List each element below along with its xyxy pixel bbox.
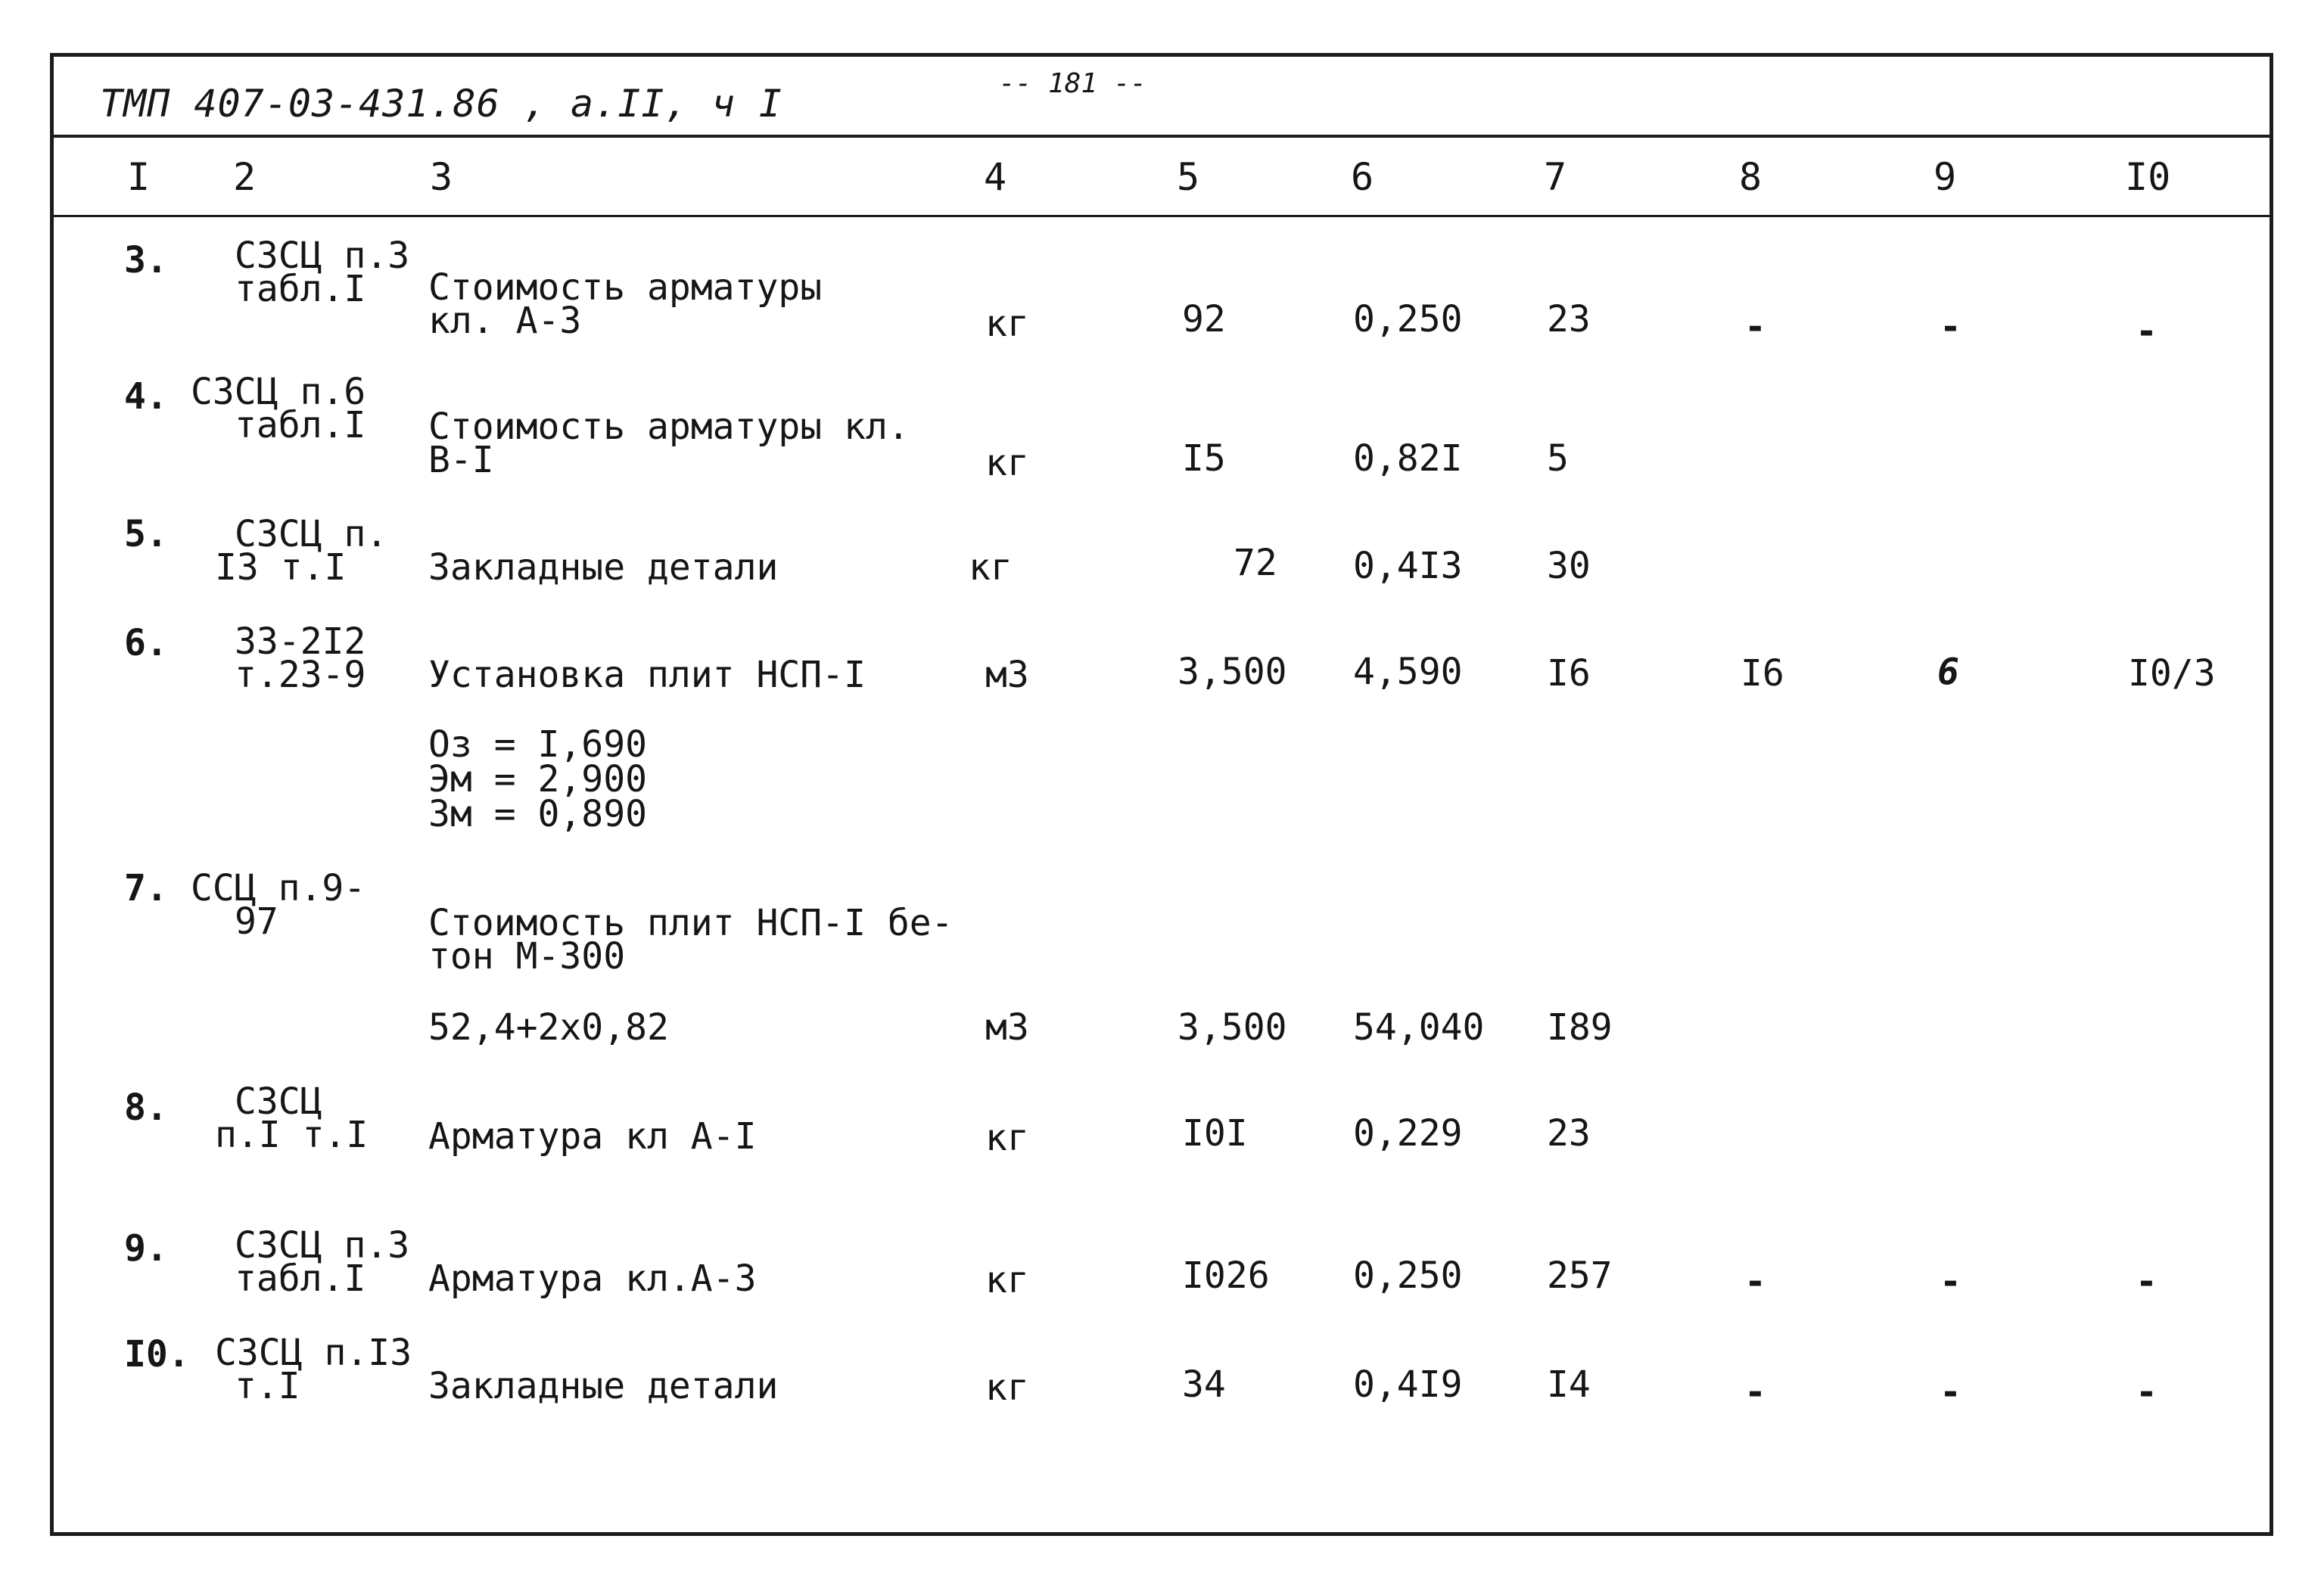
col9-dash: - bbox=[1940, 306, 1962, 348]
col8-dash: - bbox=[1744, 306, 1766, 348]
item-name: Стоимость арматуры bbox=[428, 266, 823, 309]
header-rule bbox=[50, 135, 2273, 138]
norm-code: ССЦ п.9- bbox=[191, 867, 366, 909]
unit: кг bbox=[969, 546, 1013, 589]
sub-line: Оз = I,690 bbox=[428, 723, 647, 766]
quantity: I0I bbox=[1182, 1112, 1248, 1155]
col9-dash: - bbox=[1940, 1261, 1962, 1303]
item-name: кл. А-3 bbox=[428, 300, 582, 342]
unit: кг bbox=[985, 303, 1029, 345]
column-header-4: 4 bbox=[984, 155, 1007, 199]
norm-code: табл.I bbox=[235, 268, 366, 310]
row-number: 5. bbox=[124, 513, 168, 555]
quantity: 3,500 bbox=[1178, 1006, 1287, 1049]
total-cost: I89 bbox=[1547, 1006, 1613, 1049]
norm-code: табл.I bbox=[235, 1257, 366, 1300]
total-cost: 23 bbox=[1547, 1112, 1591, 1155]
column-header-9: 9 bbox=[1934, 155, 1957, 199]
unit-price: 0,250 bbox=[1353, 298, 1463, 340]
column-header-1: I bbox=[127, 155, 151, 199]
column-header-10: I0 bbox=[2125, 155, 2171, 199]
row-number: 8. bbox=[124, 1086, 168, 1129]
row-number: 7. bbox=[124, 867, 168, 909]
sub-line: Зм = 0,890 bbox=[428, 793, 647, 835]
norm-code: I3 т.I bbox=[215, 546, 347, 589]
unit: м3 bbox=[985, 654, 1029, 696]
document-code: ТМП 407-03-431.86 , а.II, ч I bbox=[100, 82, 782, 126]
norm-code: СЗСЦ п. bbox=[235, 513, 388, 555]
quantity: 3,500 bbox=[1178, 651, 1287, 693]
total-cost: I6 bbox=[1547, 652, 1591, 695]
quantity: 34 bbox=[1182, 1363, 1226, 1406]
col8-dash: - bbox=[1744, 1261, 1766, 1303]
column-header-8: 8 bbox=[1739, 155, 1762, 199]
unit-price: 0,82I bbox=[1353, 437, 1463, 480]
norm-code: т.I bbox=[235, 1365, 300, 1407]
norm-code: СЗСЦ п.3 bbox=[235, 235, 410, 277]
norm-code: СЗСЦ bbox=[235, 1080, 322, 1123]
unit: кг bbox=[985, 1259, 1029, 1301]
item-name: Установка плит НСП-I bbox=[428, 654, 866, 696]
item-name: В-I bbox=[428, 439, 494, 481]
row-number: 4. bbox=[124, 375, 168, 418]
sub-line: Эм = 2,900 bbox=[428, 758, 647, 800]
unit-price: 0,4I9 bbox=[1353, 1363, 1463, 1406]
row-number: 3. bbox=[124, 239, 168, 281]
row-number: 9. bbox=[124, 1227, 168, 1270]
total-cost: 5 bbox=[1547, 437, 1569, 480]
norm-code: 33-2I2 bbox=[235, 620, 366, 663]
unit: м3 bbox=[985, 1006, 1029, 1049]
col10-dash: - bbox=[2136, 1261, 2158, 1303]
norm-code: СЗСЦ п.6 bbox=[191, 371, 366, 413]
col10-dash: - bbox=[2136, 1371, 2158, 1413]
item-name: Закладные детали bbox=[428, 546, 779, 589]
column-header-7: 7 bbox=[1544, 155, 1567, 199]
col8-value: I6 bbox=[1741, 652, 1784, 695]
column-header-3: 3 bbox=[430, 155, 453, 199]
norm-code: п.I т.I bbox=[215, 1114, 369, 1156]
item-name: Стоимость арматуры кл. bbox=[428, 406, 910, 448]
unit-price: 4,590 bbox=[1353, 651, 1463, 693]
row-number: 6. bbox=[124, 622, 168, 664]
col10-value: I0/3 bbox=[2128, 652, 2216, 695]
norm-code: т.23-9 bbox=[235, 654, 366, 696]
item-name: тон М-300 bbox=[428, 935, 626, 978]
column-header-rule bbox=[50, 215, 2273, 217]
total-cost: 30 bbox=[1547, 545, 1591, 587]
total-cost: 257 bbox=[1547, 1254, 1613, 1297]
formula: 52,4+2х0,82 bbox=[428, 1006, 669, 1049]
unit: кг bbox=[985, 1366, 1029, 1409]
item-name: Арматура кл А-I bbox=[428, 1115, 757, 1158]
quantity: 72 bbox=[1234, 542, 1277, 584]
col8-dash: - bbox=[1744, 1371, 1766, 1413]
norm-code: табл.I bbox=[235, 404, 366, 446]
column-header-5: 5 bbox=[1177, 155, 1200, 199]
column-header-2: 2 bbox=[233, 155, 257, 199]
row-number: I0. bbox=[124, 1333, 190, 1376]
norm-code: 97 bbox=[235, 900, 278, 943]
column-header-6: 6 bbox=[1351, 155, 1374, 199]
unit: кг bbox=[985, 1117, 1029, 1159]
total-cost: 23 bbox=[1547, 298, 1591, 340]
item-name: Закладные детали bbox=[428, 1365, 779, 1407]
total-cost: I4 bbox=[1547, 1363, 1591, 1406]
col9-dash: - bbox=[1940, 1371, 1962, 1413]
unit-price: 0,229 bbox=[1353, 1112, 1463, 1155]
unit-price: 54,040 bbox=[1353, 1006, 1485, 1049]
quantity: I5 bbox=[1182, 437, 1226, 480]
item-name: Стоимость плит НСП-I бе- bbox=[428, 902, 954, 944]
item-name: Арматура кл.А-3 bbox=[428, 1257, 757, 1300]
norm-code: СЗСЦ п.I3 bbox=[215, 1332, 412, 1374]
quantity: 92 bbox=[1182, 298, 1226, 340]
unit-price: 0,4I3 bbox=[1353, 545, 1463, 587]
quantity: I026 bbox=[1182, 1254, 1270, 1297]
col10-dash: - bbox=[2136, 310, 2158, 353]
unit-price: 0,250 bbox=[1353, 1254, 1463, 1297]
norm-code: СЗСЦ п.3 bbox=[235, 1224, 410, 1267]
col9-value: 6 bbox=[1937, 651, 1959, 693]
unit: кг bbox=[985, 442, 1029, 484]
page-number: -- 181 -- bbox=[999, 68, 1147, 99]
